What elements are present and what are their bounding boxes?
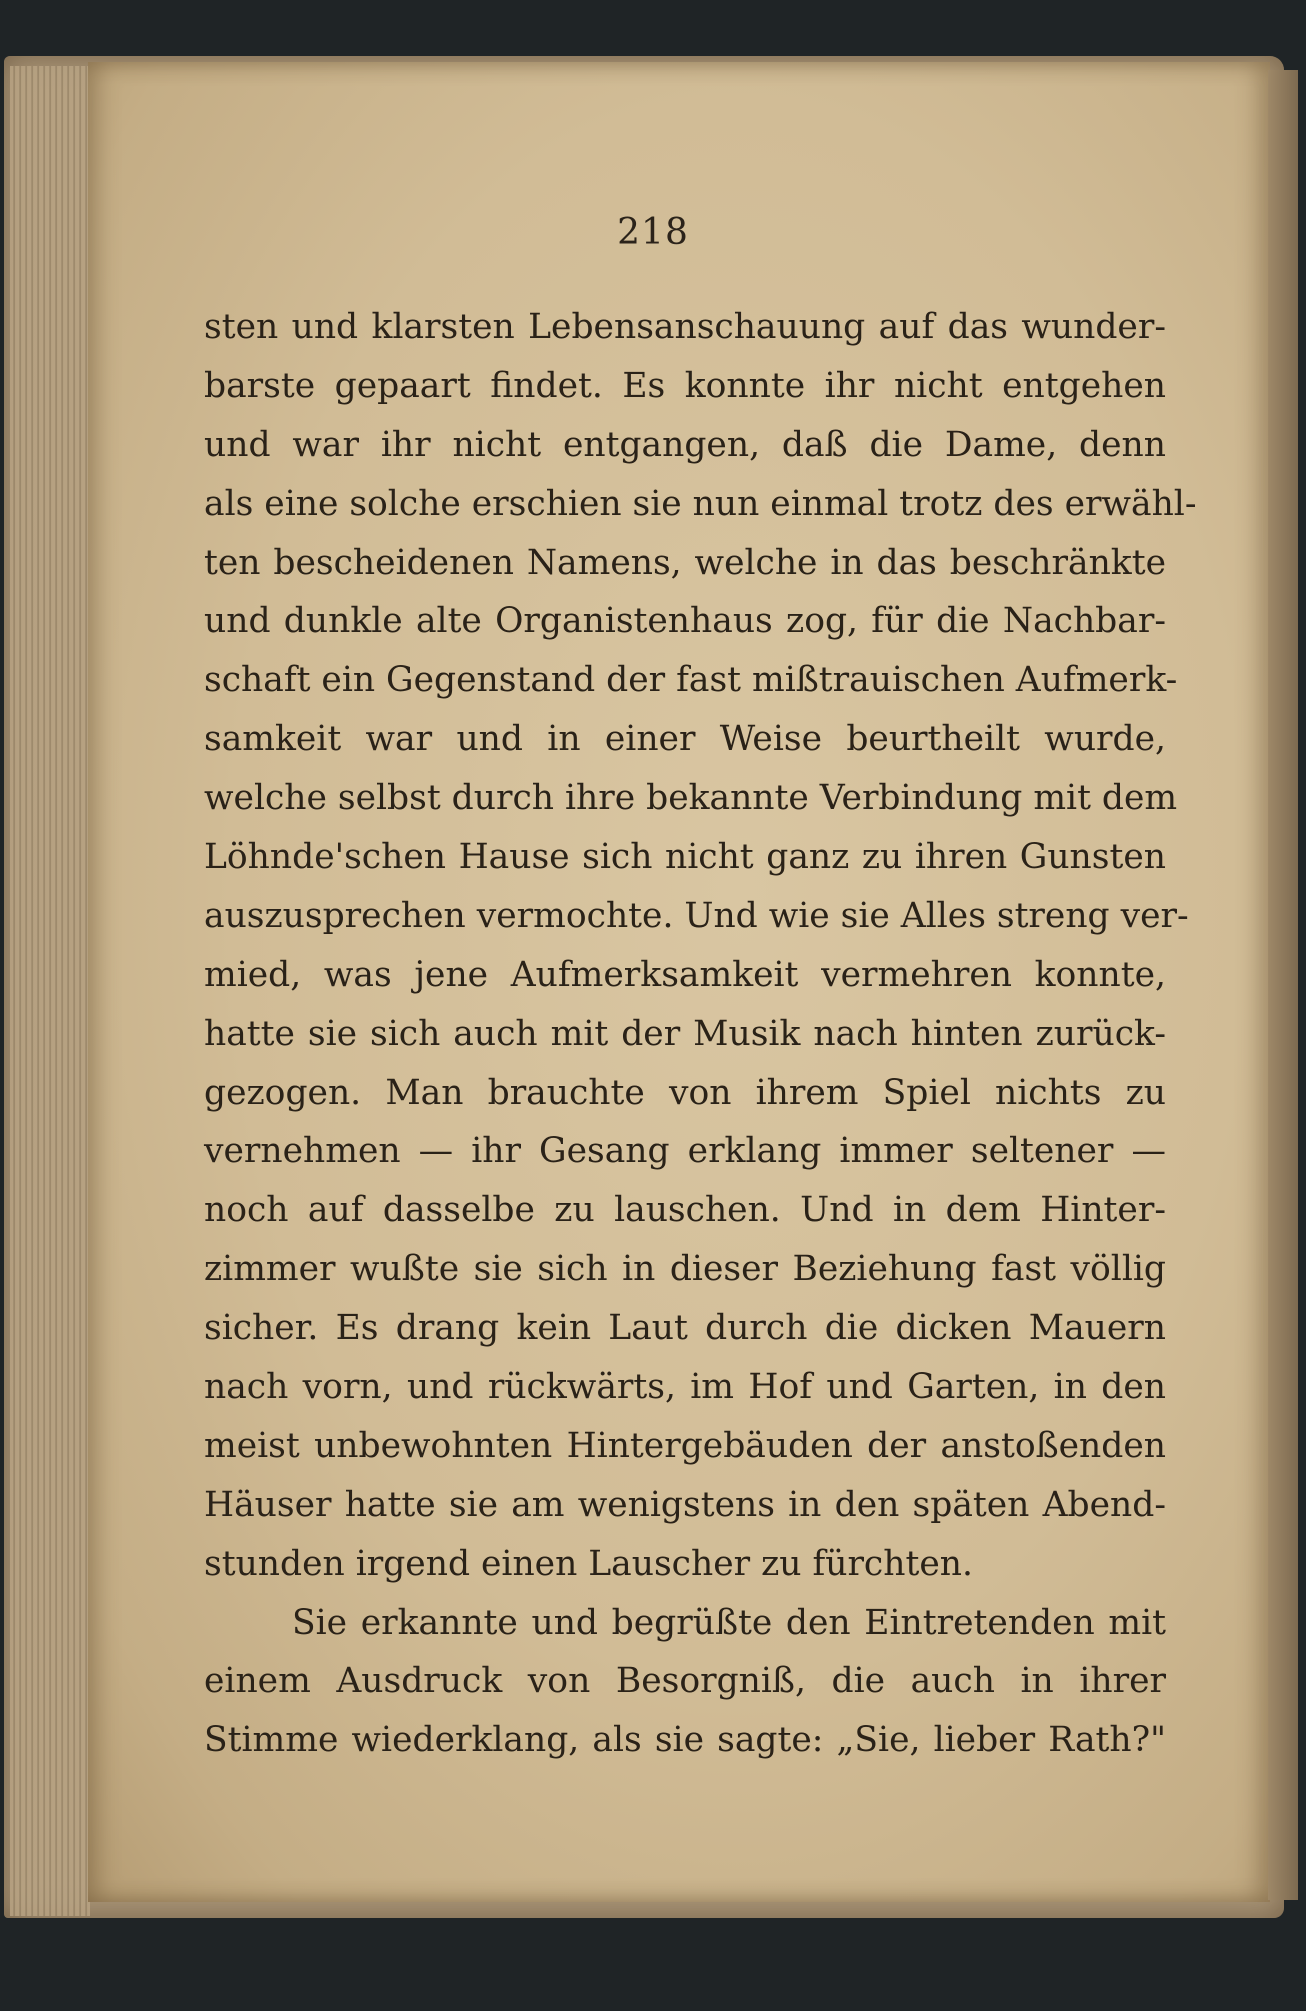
text-line: sten und klarsten Lebensanschauung auf das wunder- — [204, 307, 1166, 347]
text-line: welche selbst durch ihre bekannte Verbindung mit dem — [204, 778, 1178, 819]
text-line: Löhnde'schen Hause sich nicht ganz zu ihren Gunsten — [204, 837, 1166, 878]
text-line: auszusprechen vermochte. Und wie sie Alles streng ver- — [204, 895, 1189, 936]
text-line: sicher. Es drang kein Laut durch die dicken Mauern — [204, 1308, 1166, 1349]
text-line: zimmer wußte sie sich in dieser Beziehung fast völlig — [204, 1249, 1166, 1290]
body-text — [204, 298, 1197, 1770]
text-line: barste gepaart findet. Es konnte ihr nicht entgehen — [204, 365, 1166, 406]
text-line-paragraph-start: Sie erkannte und begrüßte den Eintretenden mit — [292, 1602, 1166, 1643]
text-line: einem Ausdruck von Besorgniß, die auch in ihrer — [204, 1661, 1166, 1702]
text-line: als eine solche erschien sie nun einmal trotz des erwähl- — [204, 483, 1197, 524]
text-line: Häuser hatte sie am wenigstens in den späten Abend- — [204, 1484, 1166, 1525]
text-line: und war ihr nicht entgangen, daß die Dame, denn — [204, 424, 1166, 465]
text-line: nach vorn, und rückwärts, im Hof und Garten, in den — [204, 1367, 1166, 1408]
text-line: noch auf dasselbe zu lauschen. Und in dem Hinter- — [204, 1190, 1166, 1231]
text-line: meist unbewohnten Hintergebäuden der anstoßenden — [204, 1425, 1166, 1466]
text-line: hatte sie sich auch mit der Musik nach hinten zurück- — [204, 1013, 1166, 1054]
text-line: vernehmen — ihr Gesang erklang immer seltener — — [204, 1131, 1166, 1172]
text-line: gezogen. Man brauchte von ihrem Spiel nichts zu — [204, 1072, 1166, 1113]
text-line: und dunkle alte Organistenhaus zog, für die Nachbar- — [204, 601, 1166, 642]
text-line: stunden irgend einen Lauscher zu fürchten. — [204, 1543, 973, 1584]
text-line: ten bescheidenen Namens, welche in das beschränkte — [204, 542, 1166, 583]
text-line: mied, was jene Aufmerksamkeit vermehren konnte, — [204, 954, 1166, 995]
text-line: schaft ein Gegenstand der fast mißtrauischen Aufmerk- — [204, 660, 1178, 701]
page-number: 218 — [617, 212, 689, 253]
book-spine-edge — [1268, 70, 1298, 1900]
text-line: Stimme wiederklang, als sie sagte: „Sie, lieber Rath?" — [204, 1720, 1166, 1761]
text-line: samkeit war und in einer Weise beurtheilt wurde, — [204, 719, 1166, 760]
page-edges — [10, 66, 90, 1916]
